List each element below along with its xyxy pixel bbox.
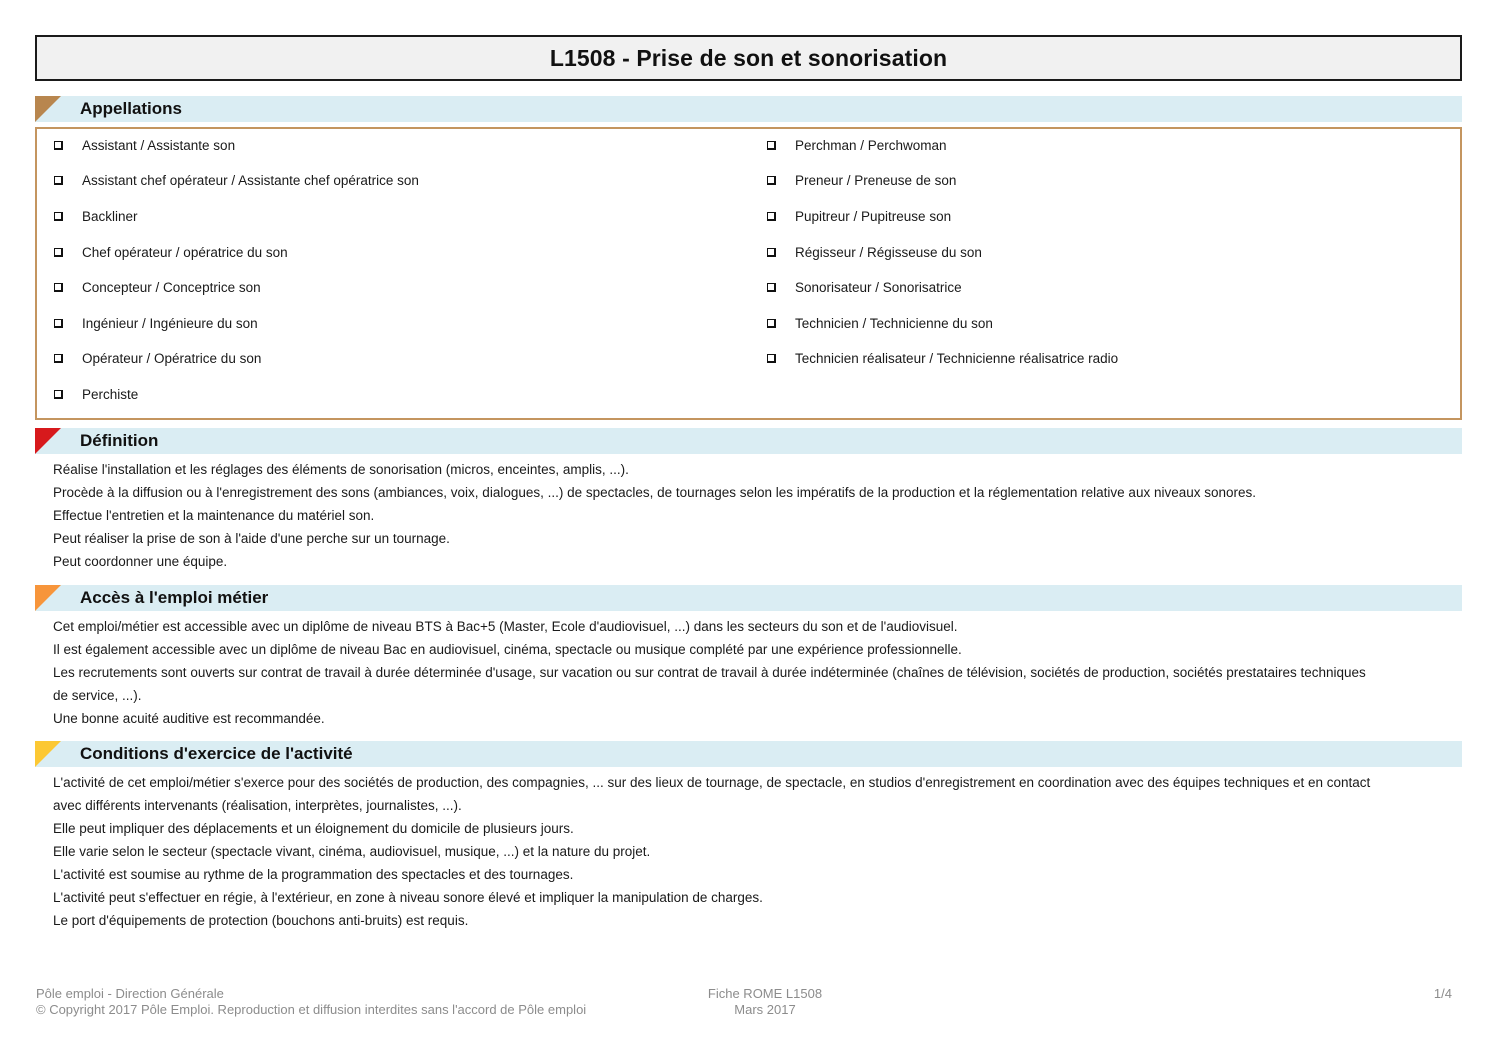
list-item: Backliner xyxy=(53,206,138,226)
paragraph: Procède à la diffusion ou à l'enregistrement des sons (ambiances, voix, dialogues, ...) de spectacles, de tournages selon les impératifs de la production et la réglementation relative aux niveaux sonores. xyxy=(53,485,1257,500)
section-title: Conditions d'exercice de l'activité xyxy=(80,744,353,763)
paragraph: L'activité de cet emploi/métier s'exerce pour des sociétés de production, des compagnies, ... sur des lieux de tournage, de spectacle, en studios d'enregistrement en coordination avec des équipes techniques et en contact xyxy=(53,775,1371,790)
title-box xyxy=(35,35,1462,81)
paragraph: Une bonne acuité auditive est recommandée. xyxy=(53,711,325,726)
checkbox-icon xyxy=(54,141,63,150)
paragraph: Effectue l'entretien et la maintenance du matériel son. xyxy=(53,508,375,523)
paragraph: Le port d'équipements de protection (bouchons anti-bruits) est requis. xyxy=(53,913,469,928)
paragraph: Cet emploi/métier est accessible avec un diplôme de niveau BTS à Bac+5 (Master, Ecole d'audiovisuel, ...) dans les secteurs du son et de l'audiovisuel. xyxy=(53,619,958,634)
list-item: Preneur / Preneuse de son xyxy=(766,170,956,190)
appellations-list xyxy=(35,127,1462,420)
paragraph: Peut réaliser la prise de son à l'aide d'une perche sur un tournage. xyxy=(53,531,450,546)
checkbox-icon xyxy=(54,212,63,221)
list-item: Pupitreur / Pupitreuse son xyxy=(766,206,951,226)
section-header-definition xyxy=(35,428,1462,454)
paragraph: Elle varie selon le secteur (spectacle vivant, cinéma, audiovisuel, musique, ...) et la nature du projet. xyxy=(53,844,651,859)
footer-left xyxy=(36,986,586,1018)
paragraph: avec différents intervenants (réalisation, interprètes, journalistes, ...). xyxy=(53,798,462,813)
section-triangle-icon xyxy=(35,428,61,454)
paragraph: L'activité est soumise au rythme de la programmation des spectacles et des tournages. xyxy=(53,867,574,882)
definition-text xyxy=(53,458,1453,573)
list-item: Régisseur / Régisseuse du son xyxy=(766,242,982,262)
checkbox-icon xyxy=(767,141,776,150)
list-item: Ingénieur / Ingénieure du son xyxy=(53,313,258,333)
list-item: Assistant / Assistante son xyxy=(53,135,235,155)
section-header-appellations xyxy=(35,96,1462,122)
section-title: Accès à l'emploi métier xyxy=(80,588,269,607)
list-item: Technicien réalisateur / Technicienne réalisatrice radio xyxy=(766,348,1118,368)
list-item: Technicien / Technicienne du son xyxy=(766,313,993,333)
section-triangle-icon xyxy=(35,741,61,767)
paragraph: Peut coordonner une équipe. xyxy=(53,554,228,569)
list-item: Assistant chef opérateur / Assistante chef opératrice son xyxy=(53,170,419,190)
paragraph: Elle peut impliquer des déplacements et un éloignement du domicile de plusieurs jours. xyxy=(53,821,574,836)
paragraph: L'activité peut s'effectuer en régie, à l'extérieur, en zone à niveau sonore élevé et impliquer la manipulation de charges. xyxy=(53,890,763,905)
checkbox-icon xyxy=(767,354,776,363)
checkbox-icon xyxy=(54,176,63,185)
footer-date: Mars 2017 xyxy=(734,1002,796,1017)
list-item: Perchiste xyxy=(53,384,138,404)
list-item: Concepteur / Conceptrice son xyxy=(53,277,261,297)
list-item: Opérateur / Opératrice du son xyxy=(53,348,261,368)
footer-copyright: © Copyright 2017 Pôle Emploi. Reproduction et diffusion interdites sans l'accord de Pôle emploi xyxy=(36,1002,587,1017)
section-header-acces xyxy=(35,585,1462,611)
paragraph: Il est également accessible avec un diplôme de niveau Bac en audiovisuel, cinéma, spectacle ou musique complété par une expérience professionnelle. xyxy=(53,642,962,657)
list-item: Sonorisateur / Sonorisatrice xyxy=(766,277,962,297)
list-item: Perchman / Perchwoman xyxy=(766,135,947,155)
checkbox-icon xyxy=(767,319,776,328)
acces-text xyxy=(53,615,1453,730)
checkbox-icon xyxy=(54,283,63,292)
page-number: 1/4 xyxy=(1433,986,1452,1001)
list-item: Chef opérateur / opératrice du son xyxy=(53,242,288,262)
paragraph: Les recrutements sont ouverts sur contrat de travail à durée déterminée d'usage, sur vacation ou sur contrat de travail à durée indéterminée (chaînes de télévision, sociétés de production, sociétés prestataires techniques xyxy=(53,665,1366,680)
checkbox-icon xyxy=(54,390,63,399)
footer-org: Pôle emploi - Direction Générale xyxy=(36,986,224,1001)
paragraph: Réalise l'installation et les réglages des éléments de sonorisation (micros, enceintes, amplis, ...). xyxy=(53,462,629,477)
section-triangle-icon xyxy=(35,96,61,122)
footer-fiche: Fiche ROME L1508 xyxy=(707,986,823,1001)
checkbox-icon xyxy=(767,176,776,185)
footer-center xyxy=(690,986,840,1018)
page-title: L1508 - Prise de son et sonorisation xyxy=(549,44,948,71)
footer-right xyxy=(1434,986,1452,1002)
checkbox-icon xyxy=(767,248,776,257)
conditions-text xyxy=(53,771,1453,932)
section-header-conditions xyxy=(35,741,1462,767)
paragraph: de service, ...). xyxy=(53,688,142,703)
checkbox-icon xyxy=(767,283,776,292)
section-title: Définition xyxy=(80,431,159,450)
checkbox-icon xyxy=(54,248,63,257)
checkbox-icon xyxy=(54,319,63,328)
checkbox-icon xyxy=(767,212,776,221)
section-title: Appellations xyxy=(80,99,183,118)
checkbox-icon xyxy=(54,354,63,363)
section-triangle-icon xyxy=(35,585,61,611)
